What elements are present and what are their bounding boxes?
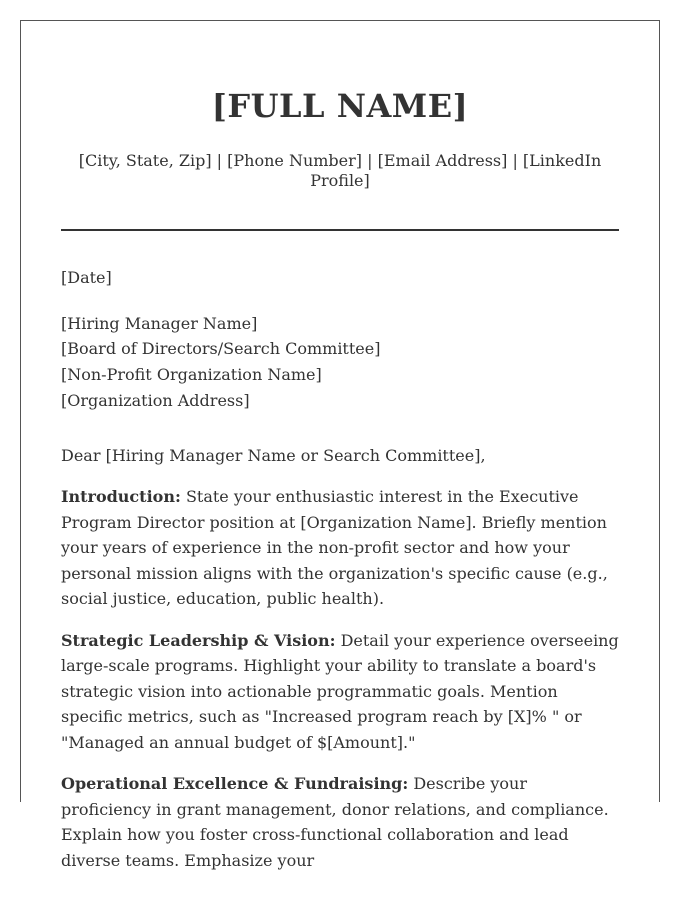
letter-content <box>61 21 619 873</box>
recipient-address <box>61 311 619 414</box>
recipient-line: [Non-Profit Organization Name] <box>61 365 322 385</box>
salutation: Dear [Hiring Manager Name or Search Committee], <box>61 445 486 465</box>
letter-date: [Date] <box>61 268 112 287</box>
paragraph-text: Describe your proficiency in grant management, donor relations, and compliance. Explain how you foster cross-functional collaboration and lead diverse teams. Emphasize your <box>61 774 609 870</box>
paragraph-heading: Strategic Leadership & Vision: <box>61 630 336 650</box>
recipient-line: [Organization Address] <box>61 390 250 410</box>
paragraph-strategic-leadership <box>61 628 619 756</box>
header-divider <box>61 229 619 231</box>
contact-line: [City, State, Zip] | [Phone Number] | [Email Address] | [LinkedIn Profile] <box>78 151 602 190</box>
paragraph-heading: Operational Excellence & Fundraising: <box>61 774 409 794</box>
paragraph-operational-excellence <box>61 771 619 873</box>
full-name-heading: [FULL NAME] <box>211 87 469 125</box>
letter-page <box>20 20 660 870</box>
paragraph-text: Detail your experience overseeing large-scale programs. Highlight your ability to translate a board's strategic vision into actionable programmatic goals. Mention specific metrics, such as "Increased program reach by [X]% " or "Managed an annual budget of $[Amount]." <box>61 630 619 752</box>
paragraph-heading: Introduction: <box>61 487 181 507</box>
paragraph-introduction <box>61 484 619 612</box>
paragraph-text: State your enthusiastic interest in the Executive Program Director position at [Organization Name]. Briefly mention your years of experience in the non-profit sector and how your personal mission aligns with the organization's specific cause (e.g., social justice, education, public health). <box>61 487 608 609</box>
recipient-line: [Board of Directors/Search Committee] <box>61 339 381 359</box>
recipient-line: [Hiring Manager Name] <box>61 313 258 333</box>
